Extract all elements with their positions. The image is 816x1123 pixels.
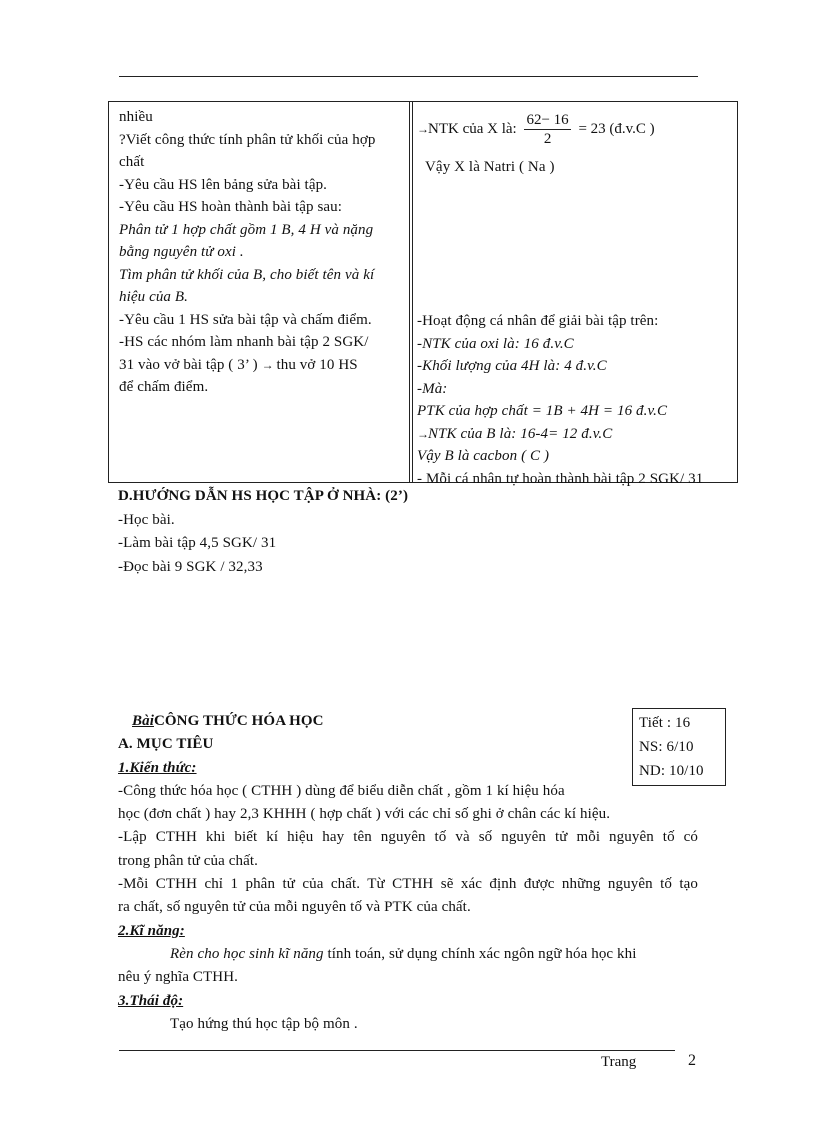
paragraph-line: nêu ý nghĩa CTHH. bbox=[118, 969, 239, 986]
bai-label: Bài bbox=[132, 713, 154, 729]
table-line: -Yêu cầu HS lên bảng sửa bài tập. bbox=[119, 176, 328, 193]
table-line: -Khối lượng của 4H là: 4 đ.v.C bbox=[417, 358, 607, 374]
header-rule bbox=[119, 76, 698, 77]
list-item: -Làm bài tập 4,5 SGK/ 31 bbox=[118, 535, 277, 551]
list-item: -Đọc bài 9 SGK / 32,33 bbox=[118, 558, 263, 575]
paragraph-line: -Lập CTHH khi biết kí hiệu hay tên nguyên tố và số nguyên tử mỗi nguyên tố có bbox=[118, 829, 698, 846]
table-line: hiệu của B. bbox=[119, 289, 188, 305]
table-line: nhiều bbox=[119, 109, 153, 125]
arrow-icon: → bbox=[417, 426, 428, 441]
paragraph-line: học (đơn chất ) hay 2,3 KHHH ( hợp chất ) với các chỉ số ghi ở chân các kí hiệu. bbox=[118, 806, 611, 823]
ntk-formula bbox=[417, 111, 655, 148]
column-divider bbox=[409, 102, 410, 482]
teacher-activity-column bbox=[119, 106, 405, 399]
homework-section bbox=[118, 485, 408, 579]
table-line: ?Viết công thức tính phân tử khối của hợp bbox=[119, 131, 376, 148]
table-line: Vậy B là cacbon ( C ) bbox=[417, 448, 550, 464]
column-divider bbox=[412, 102, 413, 482]
page-number: 2 bbox=[688, 1052, 696, 1069]
table-line-part: NTK của B là: 16-4= 12 đ.v.C bbox=[428, 425, 613, 442]
table-line: -Hoạt động cá nhân để giải bài tập trên: bbox=[417, 313, 659, 329]
ntk-result: = 23 (đ.v.C ) bbox=[578, 120, 655, 137]
table-line: -Mà: bbox=[417, 380, 448, 397]
table-line-part: thu vở 10 HS bbox=[272, 356, 358, 373]
paragraph-line: trong phân tử của chất. bbox=[118, 852, 258, 869]
subsection-heading: 1.Kiến thức: bbox=[118, 759, 197, 776]
paragraph-line: -Công thức hóa học ( CTHH ) dùng để biểu diễn chất , gồm 1 kí hiệu hóa bbox=[118, 782, 565, 799]
activity-table bbox=[108, 101, 738, 487]
ntk-prefix: NTK của X là: bbox=[428, 120, 521, 137]
conclusion-line: Vậy X là Natri ( Na ) bbox=[425, 159, 555, 175]
fraction-numerator: 62− 16 bbox=[526, 112, 569, 128]
prep-date: NS: 6/10 bbox=[639, 739, 694, 755]
subsection-heading: 2.Kĩ năng: bbox=[118, 922, 185, 939]
table-line: -Yêu cầu 1 HS sửa bài tập và chấm điểm. bbox=[119, 311, 372, 328]
table-line: Tìm phân tử khối của B, cho biết tên và kí bbox=[119, 266, 375, 283]
paragraph-line: Rèn cho học sinh kĩ năng tính toán, sử dụng chính xác ngôn ngữ hóa học khi bbox=[170, 945, 637, 962]
section-heading: D.HƯỚNG DẪN HS HỌC TẬP Ở NHÀ: (2’) bbox=[118, 488, 409, 504]
arrow-icon: → bbox=[417, 121, 428, 136]
subsection-heading: 3.Thái độ: bbox=[118, 992, 184, 1009]
fraction-denominator: 2 bbox=[543, 131, 552, 147]
table-line: -Yêu cầu HS hoàn thành bài tập sau: bbox=[119, 199, 343, 215]
table-line: - Mỗi cá nhân tự hoàn thành bài tập 2 SGK/ 31 bbox=[417, 470, 704, 487]
table-line: -HS các nhóm làm nhanh bài tập 2 SGK/ bbox=[119, 334, 369, 350]
lesson-plan bbox=[118, 710, 698, 1036]
student-activity-column bbox=[417, 102, 735, 487]
arrow-icon: → bbox=[261, 357, 273, 372]
table-line-part: 31 vào vở bài tập ( 3’ ) bbox=[119, 356, 262, 373]
table-line: để chấm điểm. bbox=[119, 379, 209, 395]
footer-label: Trang bbox=[601, 1054, 637, 1070]
teach-date: ND: 10/10 bbox=[639, 763, 704, 779]
list-item: -Học bài. bbox=[118, 511, 175, 528]
lesson-title bbox=[118, 710, 698, 733]
footer-rule bbox=[119, 1050, 675, 1051]
paragraph-line: -Mỗi CTHH chỉ 1 phân tử của chất. Từ CTHH sẽ xác định được những nguyên tố tạo bbox=[118, 876, 698, 893]
table-line: chất bbox=[119, 154, 145, 170]
table-line: Phân tử 1 hợp chất gồm 1 B, 4 H và nặng bbox=[119, 221, 374, 238]
table-line: bằng nguyên tử oxi . bbox=[119, 244, 244, 260]
lesson-period: Tiết : 16 bbox=[639, 715, 691, 731]
table-line bbox=[119, 354, 405, 377]
student-steps bbox=[417, 310, 703, 490]
lesson-title-text: CÔNG THỨC HÓA HỌC bbox=[153, 713, 324, 729]
paragraph-line: Tạo hứng thú học tập bộ môn . bbox=[170, 1015, 358, 1032]
table-line bbox=[417, 423, 703, 446]
table-line: PTK của hợp chất = 1B + 4H = 16 đ.v.C bbox=[417, 403, 668, 419]
paragraph-line: ra chất, số nguyên tử của mỗi nguyên tố và PTK của chất. bbox=[118, 899, 471, 916]
section-heading: A. MỤC TIÊU bbox=[118, 736, 214, 753]
fraction bbox=[524, 111, 570, 148]
table-line: -NTK của oxi là: 16 đ.v.C bbox=[417, 335, 574, 352]
